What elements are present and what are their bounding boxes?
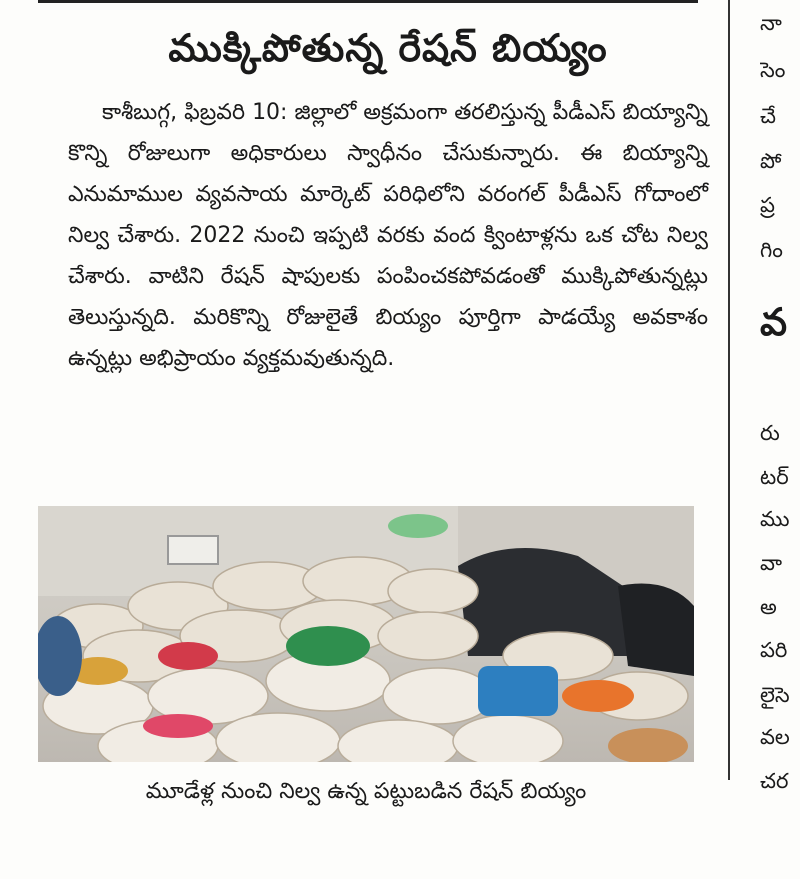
adjacent-line: వల bbox=[760, 725, 790, 749]
adjacent-column-fragment bbox=[760, 0, 800, 879]
news-article bbox=[38, 0, 710, 879]
adjacent-line: సెం bbox=[760, 58, 786, 82]
adjacent-line: పరి bbox=[760, 638, 788, 662]
adjacent-line: వా bbox=[760, 551, 783, 575]
adjacent-line: చర bbox=[760, 769, 789, 793]
article-body-text: కాశీబుగ్గ, ఫిబ్రవరి 10: జిల్లాలో అక్రమంగా తరలిస్తున్న పీడీఎస్‌ బియ్యాన్ని కొన్ని రోజులుగా అధికారులు స్వాధీనం చేసుకున్నారు. ఈ బియ్యాన్ని ఎనుమాముల వ్యవసాయ మార్కెట్‌ పరిధిలోని వరంగల్‌ పీడీఎస్‌ గోదాంలో నిల్వ చేశారు. 2022 నుంచి ఇప్పటి వరకు వంద క్వింటాళ్లను ఒక చోట నిల్వ చేశారు. వాటిని రేషన్‌ షాపులకు పంపించకపోవడంతో ముక్కిపోతున్నట్లు తెలుస్తున్నది. మరికొన్ని రోజులైతే బియ్యం పూర్తిగా పాడయ్యే అవకాశం ఉన్నట్లు అభిప్రాయం వ్యక్తమవుతున్నది. bbox=[68, 100, 708, 371]
article-photo bbox=[38, 506, 694, 762]
article-body bbox=[68, 92, 708, 379]
adjacent-headline-fragment: వ bbox=[760, 300, 788, 344]
top-rule bbox=[38, 0, 698, 9]
adjacent-line: లైసె bbox=[760, 683, 790, 707]
adjacent-line: అ bbox=[760, 595, 777, 619]
article-headline: ముక్కిపోతున్న రేషన్‌ బియ్యం bbox=[168, 26, 608, 70]
column-divider bbox=[728, 0, 730, 780]
adjacent-line: నా bbox=[760, 11, 782, 35]
photo-caption: మూడేళ్ల నుంచి నిల్వ ఉన్న పట్టుబడిన రేషన్‌ బియ్యం bbox=[145, 779, 587, 804]
adjacent-line: చే bbox=[760, 104, 776, 128]
rice-sacks-illustration bbox=[38, 506, 694, 762]
adjacent-line: రు bbox=[760, 421, 780, 445]
adjacent-line: గిం bbox=[760, 238, 783, 262]
adjacent-line: పో bbox=[760, 149, 782, 173]
adjacent-line: ము bbox=[760, 507, 790, 531]
adjacent-line: టర్ bbox=[760, 465, 789, 489]
adjacent-line: ప్ర bbox=[760, 193, 775, 217]
